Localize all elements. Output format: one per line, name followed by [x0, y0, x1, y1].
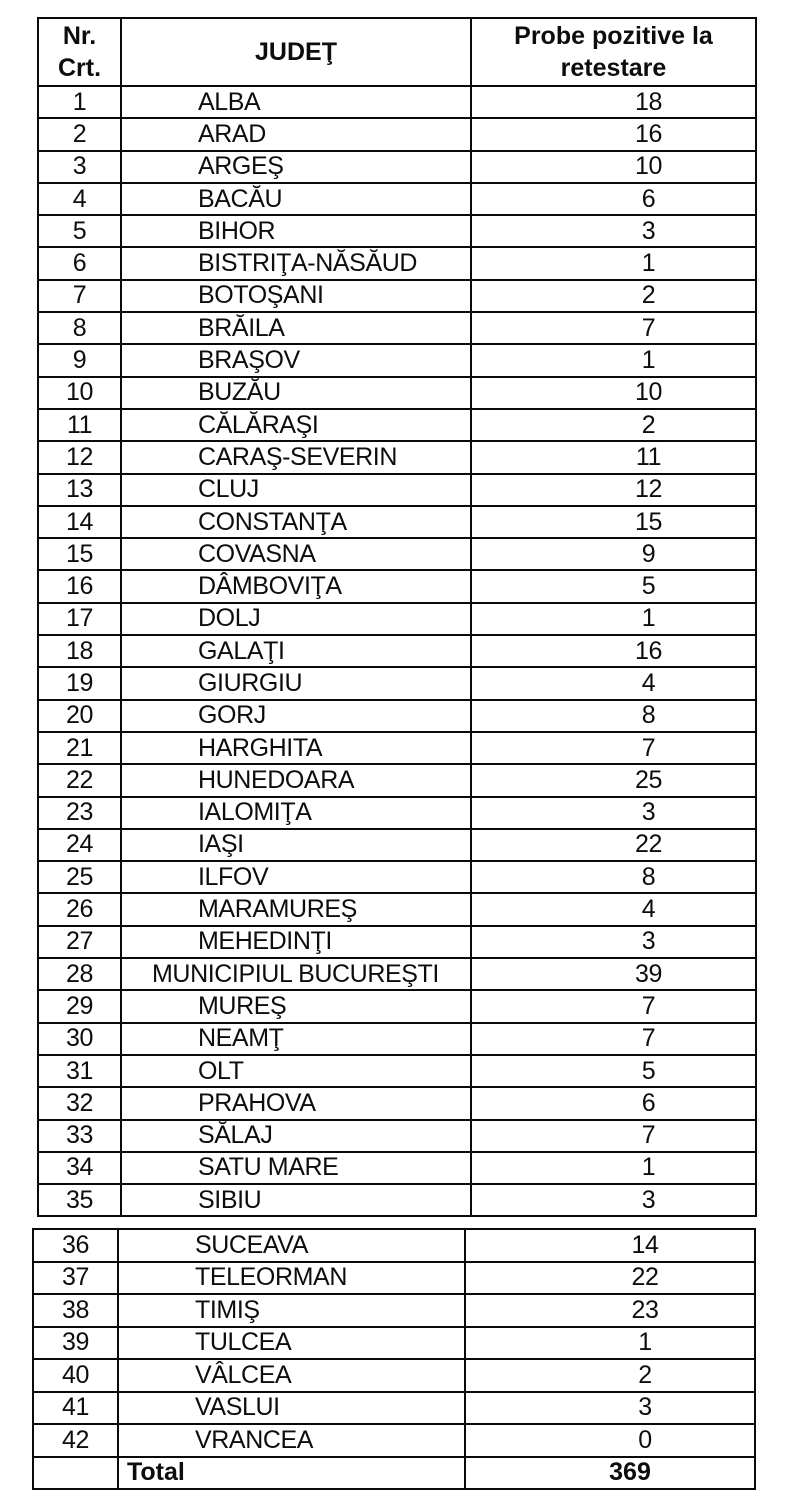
header-judet: JUDEŢ — [121, 18, 471, 86]
table-row — [33, 1359, 755, 1392]
positive-samples-cell: 4 — [471, 893, 756, 925]
county-name-cell: HUNEDOARA — [121, 764, 471, 796]
positive-samples-cell: 14 — [465, 1229, 755, 1262]
positive-samples-cell: 1 — [471, 1152, 756, 1184]
positive-samples-cell: 10 — [471, 151, 756, 183]
county-name-cell: ARGEŞ — [121, 151, 471, 183]
positive-samples-cell: 15 — [471, 506, 756, 538]
positive-samples-cell: 39 — [471, 958, 756, 990]
county-name-cell: ALBA — [121, 86, 471, 118]
county-name-cell: MARAMUREŞ — [121, 893, 471, 925]
table-row — [33, 1392, 755, 1425]
table-row — [38, 280, 756, 312]
positive-samples-cell: 3 — [471, 926, 756, 958]
positive-samples-cell: 1 — [471, 344, 756, 376]
positive-samples-cell: 22 — [471, 829, 756, 861]
row-number-cell: 26 — [38, 893, 121, 925]
positive-samples-cell: 3 — [465, 1392, 755, 1425]
county-name-cell: MEHEDINŢI — [121, 926, 471, 958]
county-name-cell: HARGHITA — [121, 732, 471, 764]
table-row — [38, 861, 756, 893]
row-number-cell: 28 — [38, 958, 121, 990]
table-row — [38, 474, 756, 506]
county-name-cell: CĂLĂRAŞI — [121, 409, 471, 441]
county-name-cell: CLUJ — [121, 474, 471, 506]
county-name-cell: IAŞI — [121, 829, 471, 861]
positive-samples-cell: 5 — [471, 570, 756, 602]
row-number-cell: 31 — [38, 1055, 121, 1087]
positive-samples-cell: 6 — [471, 183, 756, 215]
positive-samples-cell: 16 — [471, 118, 756, 150]
county-name-cell: GIURGIU — [121, 667, 471, 699]
table-row — [38, 829, 756, 861]
county-name-cell: MUREŞ — [121, 990, 471, 1022]
county-name-cell: BIHOR — [121, 215, 471, 247]
table-row — [38, 312, 756, 344]
table-row — [38, 506, 756, 538]
row-number-cell: 27 — [38, 926, 121, 958]
row-number-cell: 3 — [38, 151, 121, 183]
county-name-cell: TELEORMAN — [118, 1262, 465, 1295]
table-row — [38, 215, 756, 247]
county-name-cell: BOTOŞANI — [121, 280, 471, 312]
table-row — [38, 764, 756, 796]
positive-samples-cell: 7 — [471, 1120, 756, 1152]
table-row — [38, 893, 756, 925]
table-row — [38, 118, 756, 150]
row-number-cell: 40 — [33, 1359, 118, 1392]
total-label-cell: Total — [118, 1457, 465, 1490]
table-row — [33, 1424, 755, 1457]
table-row — [38, 635, 756, 667]
county-name-cell: TIMIŞ — [118, 1294, 465, 1327]
county-name-cell: SATU MARE — [121, 1152, 471, 1184]
row-number-cell: 6 — [38, 247, 121, 279]
row-number-cell: 41 — [33, 1392, 118, 1425]
row-number-cell: 13 — [38, 474, 121, 506]
positive-samples-cell: 11 — [471, 441, 756, 473]
county-name-cell: SIBIU — [121, 1184, 471, 1216]
positive-samples-cell: 3 — [471, 1184, 756, 1216]
county-name-cell: DOLJ — [121, 603, 471, 635]
positive-samples-cell: 22 — [465, 1262, 755, 1295]
row-number-cell: 18 — [38, 635, 121, 667]
table-row — [38, 377, 756, 409]
table-row — [38, 247, 756, 279]
row-number-cell: 30 — [38, 1023, 121, 1055]
table-row — [38, 1087, 756, 1119]
table-row — [38, 86, 756, 118]
table-row — [38, 538, 756, 570]
row-number-cell: 37 — [33, 1262, 118, 1295]
positive-samples-cell: 3 — [471, 215, 756, 247]
table-row — [38, 1055, 756, 1087]
row-number-cell: 8 — [38, 312, 121, 344]
row-number-cell: 23 — [38, 797, 121, 829]
county-name-cell: COVASNA — [121, 538, 471, 570]
table-row — [38, 570, 756, 602]
positive-samples-cell: 5 — [471, 1055, 756, 1087]
row-number-cell: 21 — [38, 732, 121, 764]
county-name-cell: PRAHOVA — [121, 1087, 471, 1119]
county-name-cell: IALOMIŢA — [121, 797, 471, 829]
positive-samples-cell: 7 — [471, 990, 756, 1022]
table-row — [38, 344, 756, 376]
row-number-cell: 35 — [38, 1184, 121, 1216]
row-number-cell: 4 — [38, 183, 121, 215]
positive-samples-cell: 3 — [471, 797, 756, 829]
row-number-cell: 17 — [38, 603, 121, 635]
total-empty-cell — [33, 1457, 118, 1490]
table-row — [38, 1152, 756, 1184]
positive-samples-cell: 18 — [471, 86, 756, 118]
table-row — [38, 926, 756, 958]
positive-samples-cell: 1 — [471, 247, 756, 279]
positive-samples-cell: 2 — [465, 1359, 755, 1392]
county-name-cell: DÂMBOVIŢA — [121, 570, 471, 602]
row-number-cell: 42 — [33, 1424, 118, 1457]
retest-results-table-part-1 — [37, 17, 757, 1217]
row-number-cell: 5 — [38, 215, 121, 247]
county-name-cell: NEAMŢ — [121, 1023, 471, 1055]
row-number-cell: 14 — [38, 506, 121, 538]
positive-samples-cell: 1 — [471, 603, 756, 635]
row-number-cell: 15 — [38, 538, 121, 570]
positive-samples-cell: 25 — [471, 764, 756, 796]
header-nr-crt: Nr. Crt. — [38, 18, 121, 86]
table-row — [38, 667, 756, 699]
positive-samples-cell: 7 — [471, 312, 756, 344]
table-row — [38, 409, 756, 441]
table-row — [38, 151, 756, 183]
row-number-cell: 36 — [33, 1229, 118, 1262]
county-name-cell: BUZĂU — [121, 377, 471, 409]
row-number-cell: 7 — [38, 280, 121, 312]
table-row — [38, 990, 756, 1022]
positive-samples-cell: 9 — [471, 538, 756, 570]
county-name-cell: BRĂILA — [121, 312, 471, 344]
positive-samples-cell: 2 — [471, 280, 756, 312]
table-row — [38, 183, 756, 215]
row-number-cell: 34 — [38, 1152, 121, 1184]
row-number-cell: 16 — [38, 570, 121, 602]
row-number-cell: 11 — [38, 409, 121, 441]
table-row — [33, 1262, 755, 1295]
county-name-cell: BISTRIŢA-NĂSĂUD — [121, 247, 471, 279]
table-row — [38, 441, 756, 473]
row-number-cell: 9 — [38, 344, 121, 376]
row-number-cell: 12 — [38, 441, 121, 473]
county-name-cell: GORJ — [121, 700, 471, 732]
table-row — [38, 1023, 756, 1055]
positive-samples-cell: 23 — [465, 1294, 755, 1327]
county-name-cell: MUNICIPIUL BUCUREŞTI — [121, 958, 471, 990]
table-row — [38, 958, 756, 990]
positive-samples-cell: 7 — [471, 1023, 756, 1055]
header-probe-pozitive: Probe pozitive la retestare — [471, 18, 756, 86]
table-row — [38, 732, 756, 764]
row-number-cell: 29 — [38, 990, 121, 1022]
total-value-cell: 369 — [465, 1457, 755, 1490]
county-name-cell: TULCEA — [118, 1327, 465, 1360]
county-name-cell: GALAŢI — [121, 635, 471, 667]
table-row — [38, 700, 756, 732]
county-name-cell: SUCEAVA — [118, 1229, 465, 1262]
row-number-cell: 10 — [38, 377, 121, 409]
positive-samples-cell: 7 — [471, 732, 756, 764]
positive-samples-cell: 16 — [471, 635, 756, 667]
county-name-cell: VASLUI — [118, 1392, 465, 1425]
table-header-row — [38, 18, 756, 86]
table-row — [38, 1184, 756, 1216]
table-row — [38, 603, 756, 635]
table-row — [33, 1229, 755, 1262]
row-number-cell: 1 — [38, 86, 121, 118]
county-name-cell: VRANCEA — [118, 1424, 465, 1457]
positive-samples-cell: 1 — [465, 1327, 755, 1360]
row-number-cell: 38 — [33, 1294, 118, 1327]
county-name-cell: ILFOV — [121, 861, 471, 893]
positive-samples-cell: 2 — [471, 409, 756, 441]
retest-results-table-part-2 — [32, 1228, 756, 1490]
row-number-cell: 25 — [38, 861, 121, 893]
table-row — [38, 1120, 756, 1152]
county-name-cell: VÂLCEA — [118, 1359, 465, 1392]
row-number-cell: 20 — [38, 700, 121, 732]
positive-samples-cell: 4 — [471, 667, 756, 699]
row-number-cell: 32 — [38, 1087, 121, 1119]
positive-samples-cell: 10 — [471, 377, 756, 409]
county-name-cell: CONSTANŢA — [121, 506, 471, 538]
table-row — [38, 797, 756, 829]
row-number-cell: 2 — [38, 118, 121, 150]
positive-samples-cell: 8 — [471, 861, 756, 893]
county-name-cell: BRAŞOV — [121, 344, 471, 376]
total-row — [33, 1457, 755, 1490]
table-row — [33, 1294, 755, 1327]
county-name-cell: SĂLAJ — [121, 1120, 471, 1152]
county-name-cell: CARAŞ-SEVERIN — [121, 441, 471, 473]
positive-samples-cell: 6 — [471, 1087, 756, 1119]
county-name-cell: BACĂU — [121, 183, 471, 215]
positive-samples-cell: 12 — [471, 474, 756, 506]
county-name-cell: ARAD — [121, 118, 471, 150]
row-number-cell: 39 — [33, 1327, 118, 1360]
row-number-cell: 33 — [38, 1120, 121, 1152]
row-number-cell: 19 — [38, 667, 121, 699]
positive-samples-cell: 0 — [465, 1424, 755, 1457]
table-row — [33, 1327, 755, 1360]
county-name-cell: OLT — [121, 1055, 471, 1087]
positive-samples-cell: 8 — [471, 700, 756, 732]
row-number-cell: 24 — [38, 829, 121, 861]
row-number-cell: 22 — [38, 764, 121, 796]
